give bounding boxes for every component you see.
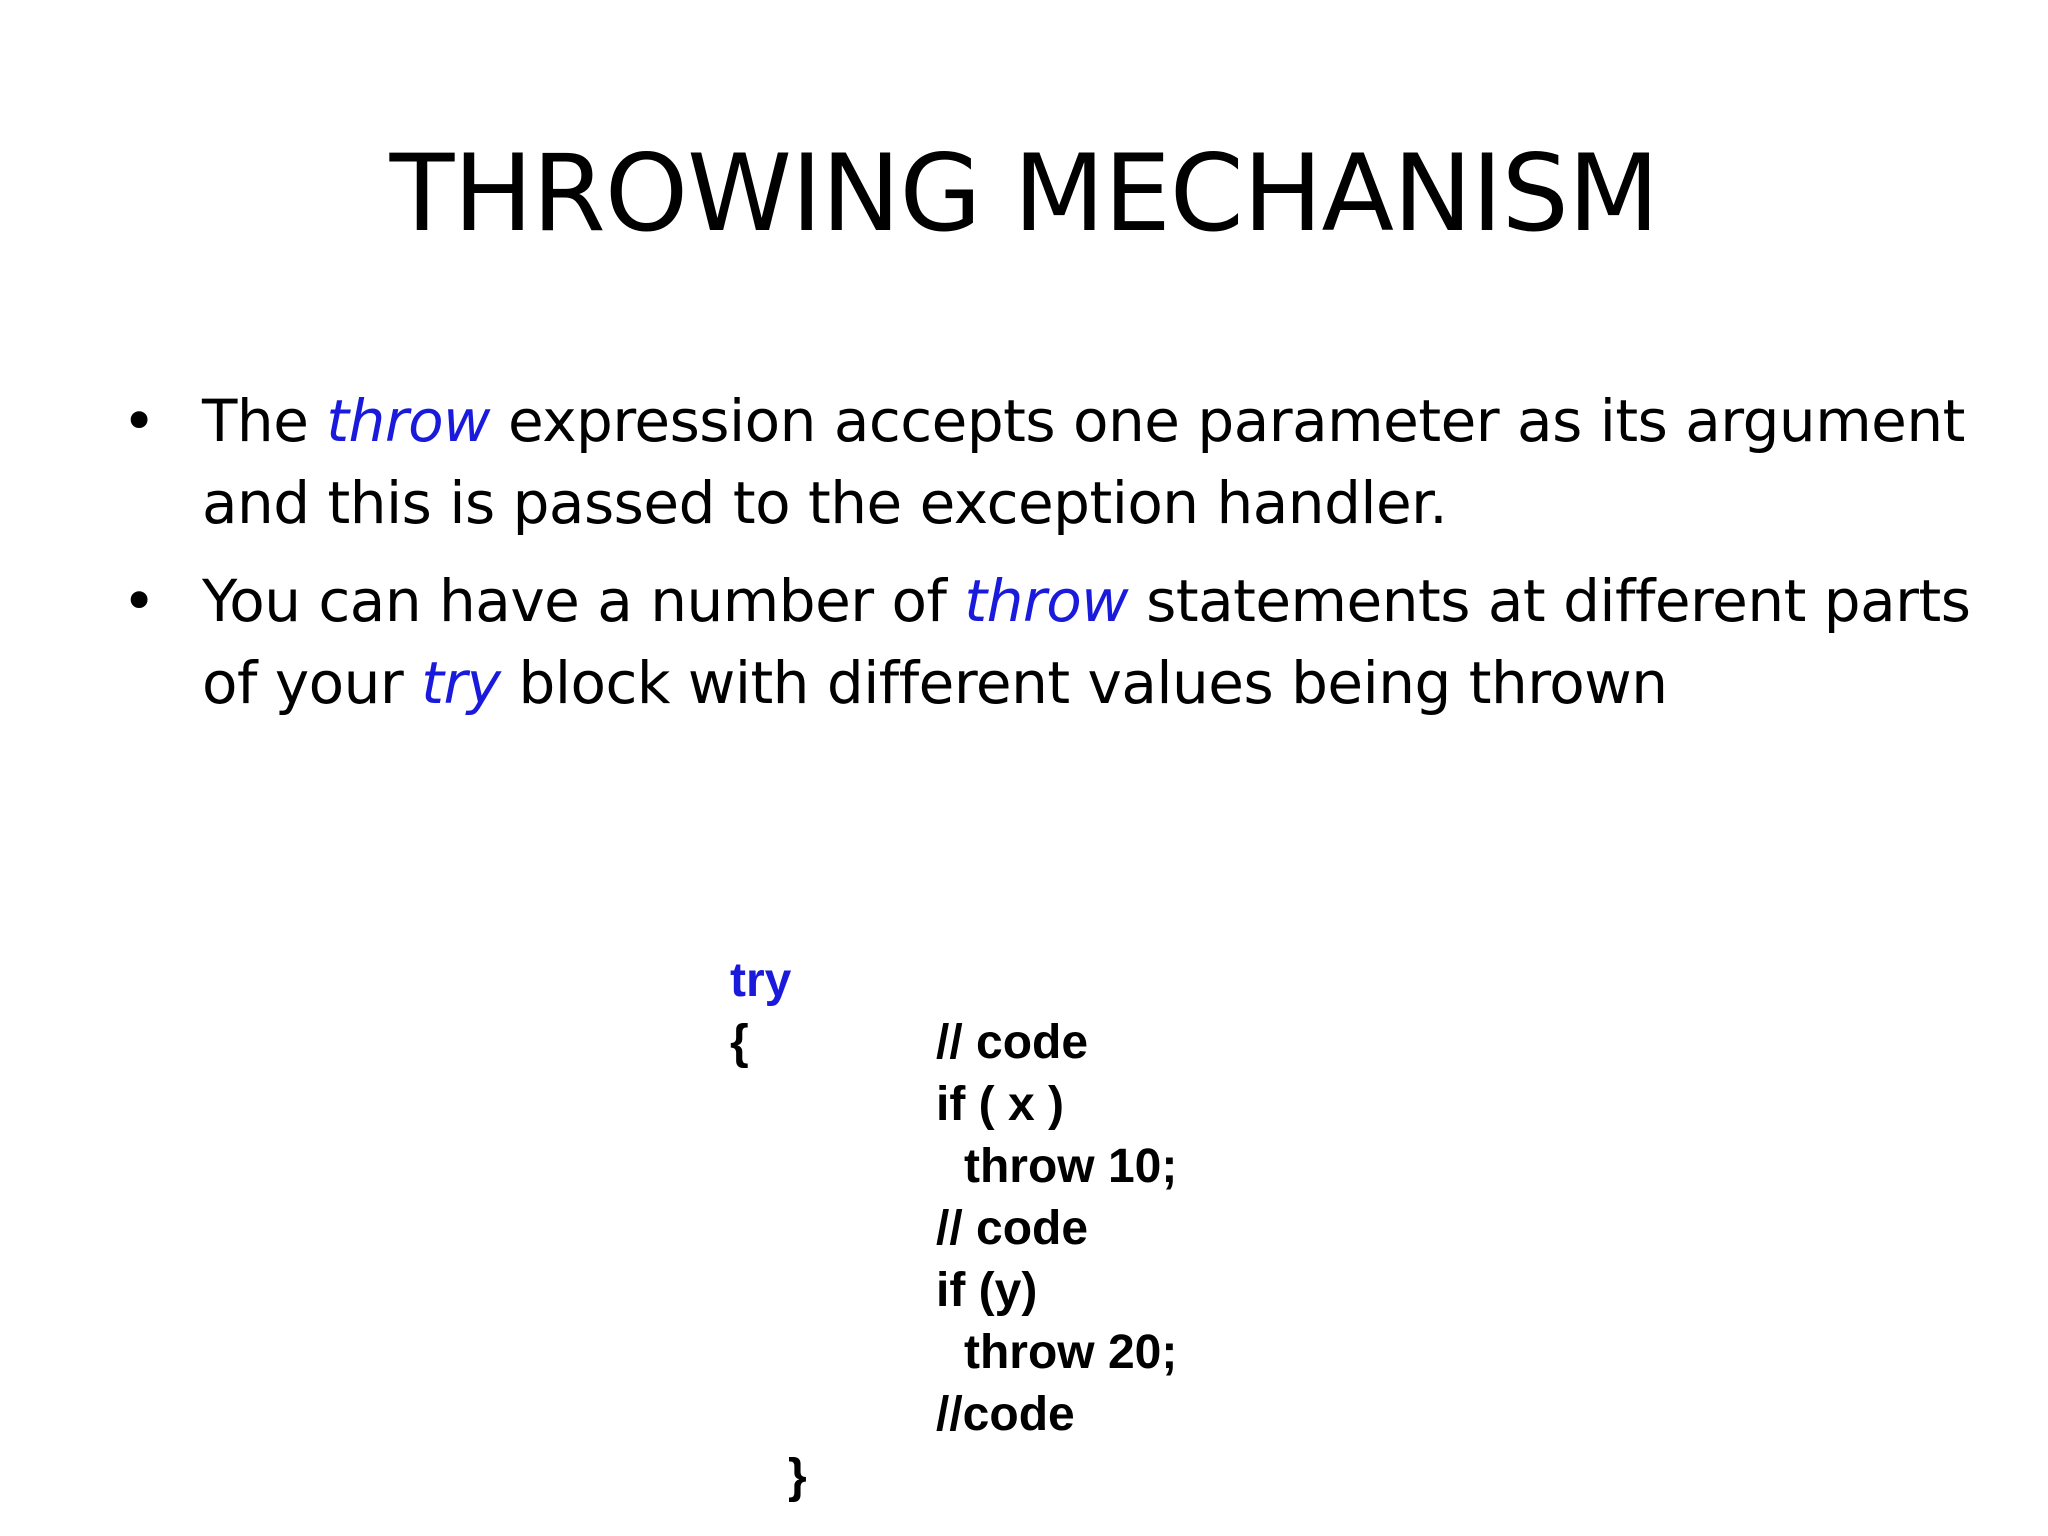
keyword-throw: throw xyxy=(326,387,491,455)
code-line: throw 20; xyxy=(964,1326,1178,1379)
code-line: if (y) xyxy=(936,1264,1038,1317)
code-line: //code xyxy=(936,1388,1075,1441)
keyword-try: try xyxy=(421,649,501,717)
code-open-brace: { xyxy=(730,1016,749,1069)
code-close-brace: } xyxy=(788,1450,807,1503)
bullet-dot: • xyxy=(122,567,156,635)
code-try-keyword: try xyxy=(730,954,792,1007)
bullet-text-after: block with different values being thrown xyxy=(500,649,1668,717)
keyword-throw: throw xyxy=(964,567,1129,635)
code-line: throw 10; xyxy=(964,1140,1178,1193)
slide-title: THROWING MECHANISM xyxy=(389,132,1659,255)
bullet-text-before: The xyxy=(202,387,327,455)
bullet-item-multiple-throws xyxy=(120,560,1980,724)
bullet-text-middle: statements at different parts of your xyxy=(202,567,1971,717)
code-line: // code xyxy=(936,1202,1089,1255)
bullet-text-before: You can have a number of xyxy=(202,567,965,635)
code-line: // code xyxy=(936,1016,1089,1069)
bullet-item-throw-expression xyxy=(120,380,1980,544)
code-example xyxy=(730,950,1330,1510)
bullet-dot: • xyxy=(122,387,156,455)
code-line: if ( x ) xyxy=(936,1078,1064,1131)
bullet-list xyxy=(120,380,1980,740)
bullet-text-after: expression accepts one parameter as its argument and this is passed to the exception handler. xyxy=(202,387,1965,537)
